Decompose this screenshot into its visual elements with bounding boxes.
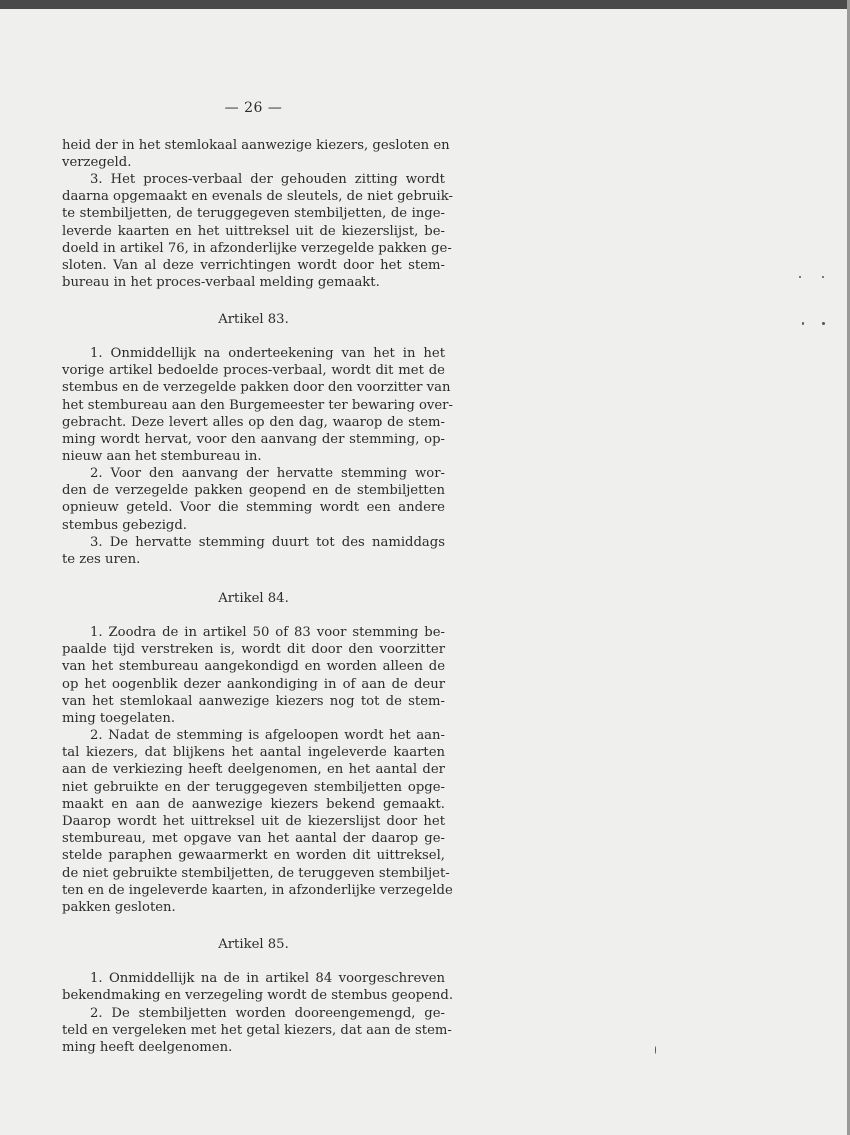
article-83-paragraph-2 — [62, 465, 445, 534]
page-number: — 26 — — [224, 100, 283, 116]
text-line: stembus gebezigd. — [62, 517, 188, 533]
article-85-heading: Artikel 85. — [218, 937, 289, 952]
text-line: maakt en aan de aanwezige kiezers bekend gemaakt. — [62, 796, 445, 812]
text-line: ten en de ingeleverde kaarten, in afzonderlijke verzegelde — [62, 882, 453, 898]
article-84-heading: Artikel 84. — [218, 591, 289, 606]
text-line: stembureau, met opgave van het aantal der daarop ge- — [62, 831, 445, 847]
text-line: bureau in het proces-verbaal melding gemaakt. — [62, 275, 380, 291]
text-line: 1. Onmiddellijk na de in artikel 84 voorgeschreven — [90, 971, 445, 986]
text-line: stelde paraphen gewaarmerkt en worden dit uittreksel, — [62, 848, 445, 864]
text-line: niet gebruikte en der teruggegeven stembiljetten opge- — [62, 779, 445, 795]
text-line: 1. Zoodra de in artikel 50 of 83 voor stemming be- — [90, 625, 445, 640]
text-line: den de verzegelde pakken geopend en de stembiljetten — [62, 483, 445, 499]
text-line: bekendmaking en verzegeling wordt de stembus geopend. — [62, 988, 454, 1004]
text-line: 2. Voor den aanvang der hervatte stemming wor- — [90, 466, 445, 481]
text-line: Daarop wordt het uittreksel uit de kiezerslijst door het — [62, 814, 445, 830]
text-line: daarna opgemaakt en evenals de sleutels, de niet gebruik- — [62, 189, 453, 205]
scan-speck — [802, 322, 804, 325]
text-line: stembus en de verzegelde pakken door den voorzitter van — [62, 380, 451, 396]
article-83-paragraph-3 — [62, 534, 445, 568]
article-83-paragraph-1 — [62, 345, 453, 465]
text-line: 3. Het proces-verbaal der gehouden zitting wordt — [90, 172, 445, 187]
text-line: nieuw aan het stembureau in. — [62, 449, 262, 465]
text-line: paalde tijd verstreken is, wordt dit door den voorzitter — [62, 642, 445, 658]
text-line: opnieuw geteld. Voor die stemming wordt een andere — [62, 500, 445, 516]
text-line: 2. Nadat de stemming is afgeloopen wordt het aan- — [90, 728, 445, 743]
paragraph-3 — [62, 171, 453, 291]
text-line: 2. De stembiljetten worden dooreengemengd, ge- — [90, 1006, 445, 1021]
scan-top-border — [0, 0, 850, 9]
article-84-paragraph-1 — [62, 624, 445, 727]
text-line: op het oogenblik dezer aankondiging in of aan de deur — [62, 676, 445, 692]
text-line: doeld in artikel 76, in afzonderlijke verzegelde pakken ge- — [62, 240, 452, 256]
text-line: teld en vergeleken met het getal kiezers, dat aan de stem- — [62, 1023, 452, 1039]
scan-speck — [822, 276, 824, 278]
article-85-paragraph-1 — [62, 970, 454, 1004]
text-line: de niet gebruikte stembiljetten, de teruggeven stembiljet- — [62, 865, 450, 881]
text-line: leverde kaarten en het uittreksel uit de kiezerslijst, be- — [62, 223, 445, 239]
text-line: aan de verkiezing heeft deelgenomen, en het aantal der — [62, 762, 445, 778]
scan-speck — [799, 276, 801, 278]
text-line: van het stembureau aangekondigd en worden alleen de — [62, 659, 445, 675]
text-line: te stembiljetten, de teruggegeven stembiljetten, de inge- — [62, 206, 445, 222]
article-85-paragraph-2 — [62, 1005, 452, 1057]
article-84-paragraph-2 — [62, 727, 453, 916]
text-line: het stembureau aan den Burgemeester ter bewaring over- — [62, 397, 453, 413]
text-line: ming heeft deelgenomen. — [62, 1040, 233, 1056]
text-line: 3. De hervatte stemming duurt tot des namiddags — [90, 535, 445, 550]
text-line: ming toegelaten. — [62, 711, 176, 727]
text-line: heid der in het stemlokaal aanwezige kiezers, gesloten en — [62, 138, 450, 153]
article-83-heading: Artikel 83. — [218, 312, 289, 327]
scan-speck — [655, 1046, 656, 1054]
intro-continuation — [62, 137, 450, 171]
text-line: verzegeld. — [62, 155, 132, 171]
scan-speck — [822, 322, 825, 325]
text-line: sloten. Van al deze verrichtingen wordt door het stem- — [62, 258, 445, 274]
text-line: te zes uren. — [62, 552, 141, 568]
text-line: tal kiezers, dat blijkens het aantal ingeleverde kaarten — [62, 745, 445, 761]
text-line: 1. Onmiddellijk na onderteekening van het in het — [90, 346, 445, 361]
text-line: vorige artikel bedoelde proces-verbaal, wordt dit met de — [62, 363, 445, 379]
text-line: ming wordt hervat, voor den aanvang der stemming, op- — [62, 432, 445, 448]
text-line: gebracht. Deze levert alles op den dag, waarop de stem- — [62, 414, 445, 430]
text-line: pakken gesloten. — [62, 900, 176, 916]
text-line: van het stemlokaal aanwezige kiezers nog tot de stem- — [62, 693, 445, 709]
